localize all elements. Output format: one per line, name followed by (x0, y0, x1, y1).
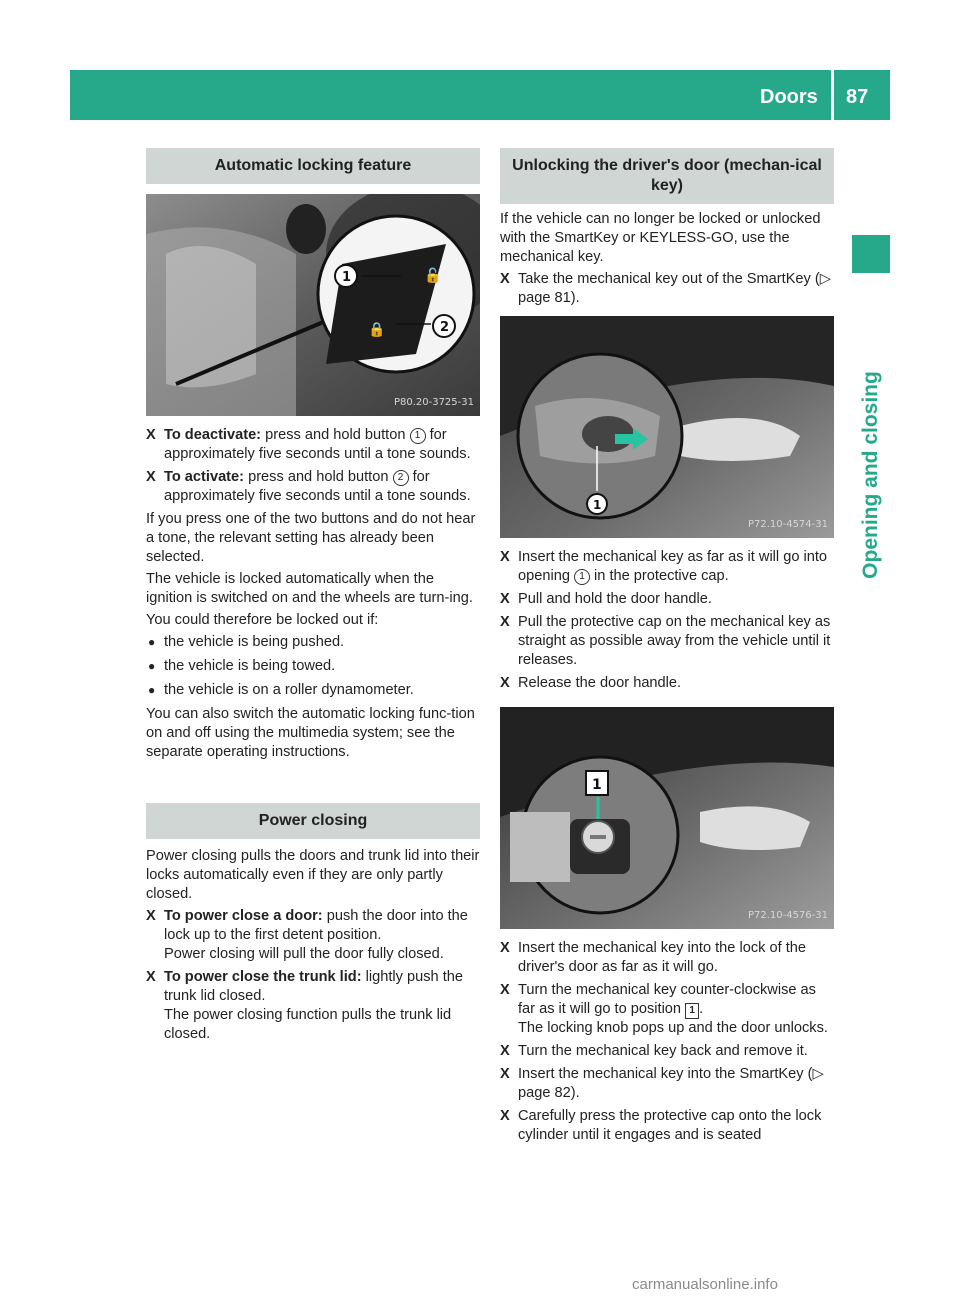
step-arrow-icon: X (500, 940, 510, 956)
step-release-handle: X Release the door handle. (500, 675, 682, 691)
door-panel-illustration (146, 194, 480, 416)
paragraph: If the vehicle can no longer be locked or unlocked with the SmartKey or KEYLESS-GO, use the mechanical key. (500, 211, 821, 265)
header-section-title: Doors (760, 86, 818, 108)
paragraph: You can also switch the automatic locking func-tion on and off using the multimedia system; see the separate operating instructions. (146, 706, 475, 760)
step-turn-key: X Turn the mechanical key counter-clockwise as far as it will go to position 1 . The locking knob pops up and the door unlocks. (500, 982, 828, 1036)
lock-cylinder-illustration (500, 707, 834, 929)
step-arrow-icon: X (500, 1066, 510, 1082)
right-column (500, 148, 834, 1149)
page-ref-arrow-icon: ▷ (819, 271, 831, 287)
svg-text:🔓: 🔓 (424, 268, 442, 284)
step-press-cap: X Carefully press the protective cap onto the lock cylinder until it engages and is seated (500, 1108, 822, 1143)
step-take-key: X Take the mechanical key out of the SmartKey (▷ page 81). (500, 271, 831, 306)
step-arrow-icon: X (500, 614, 510, 630)
list-item: ● the vehicle is being towed. (148, 658, 336, 674)
step-arrow-icon: X (146, 969, 156, 985)
opening-number-badge: 1 (574, 569, 590, 585)
list-item: ● the vehicle is on a roller dynamometer. (148, 682, 414, 698)
step-insert-opening: X Insert the mechanical key as far as it will go into opening 1 in the protective cap. (500, 549, 828, 584)
bullet-icon: ● (148, 635, 156, 649)
step-power-close-trunk: X To power close the trunk lid: lightly push the trunk lid closed. The power closing function pulls the trunk lid closed. (146, 969, 463, 1042)
button-number-badge: 1 (410, 428, 426, 444)
bullet-icon: ● (148, 659, 156, 673)
step-arrow-icon: X (500, 1108, 510, 1124)
step-insert-lock: X Insert the mechanical key into the lock of the driver's door as far as it will go. (500, 940, 806, 975)
step-arrow-icon: X (146, 469, 156, 485)
button-number-badge: 2 (393, 470, 409, 486)
step-turn-back: X Turn the mechanical key back and remove it. (500, 1043, 808, 1059)
step-deactivate: X To deactivate: press and hold button 1 for approximately five seconds until a tone sounds. (146, 427, 471, 462)
door-handle-illustration (500, 316, 834, 538)
paragraph: If you press one of the two buttons and do not hear a tone, the relevant setting has already been selected. (146, 511, 476, 565)
step-pull-cap: X Pull the protective cap on the mechanical key as straight as possible away from the vehicle until it releases. (500, 614, 831, 668)
chapter-label: Opening and closing (859, 371, 882, 579)
image-reference-code: P80.20-3725-31 (393, 397, 474, 408)
chapter-tab-marker (852, 235, 890, 273)
step-insert-smartkey: X Insert the mechanical key into the SmartKey (▷ page 82). (500, 1066, 824, 1101)
position-number-badge: 1 (685, 1003, 699, 1019)
step-arrow-icon: X (146, 908, 156, 924)
svg-text:🔒: 🔒 (368, 322, 386, 338)
step-power-close-door: X To power close a door: push the door into the lock up to the first detent position. Power closing will pull the door fully closed. (146, 908, 468, 962)
left-column (146, 148, 480, 1048)
step-arrow-icon: X (500, 271, 510, 287)
svg-text:1: 1 (593, 498, 602, 512)
image-reference-code: P72.10-4574-31 (747, 519, 828, 530)
step-pull-handle: X Pull and hold the door handle. (500, 591, 712, 607)
paragraph: Power closing pulls the doors and trunk lid into their locks automatically even if they are only partly closed. (146, 848, 480, 902)
step-arrow-icon: X (500, 549, 510, 565)
page-ref-arrow-icon: ▷ (812, 1066, 824, 1082)
paragraph: The vehicle is locked automatically when the ignition is switched on and the wheels are turn-ing. (146, 571, 473, 606)
step-arrow-icon: X (500, 1043, 510, 1059)
image-protective-cap (500, 316, 834, 538)
image-reference-code: P72.10-4576-31 (747, 910, 828, 921)
list-item: ● the vehicle is being pushed. (148, 634, 345, 650)
svg-text:2: 2 (440, 320, 450, 335)
page-number: 87 (846, 86, 869, 108)
step-arrow-icon: X (500, 675, 510, 691)
section-heading-unlocking: Unlocking the driver's door (mechan-ical key) (500, 148, 834, 204)
svg-text:1: 1 (592, 777, 602, 793)
image-lock-cylinder (500, 707, 834, 929)
bullet-icon: ● (148, 683, 156, 697)
step-activate: X To activate: press and hold button 2 for approximately five seconds until a tone sounds. (146, 469, 471, 504)
section-heading-power-closing: Power closing (146, 803, 480, 839)
image-automatic-locking (146, 194, 480, 416)
step-arrow-icon: X (500, 591, 510, 607)
step-arrow-icon: X (500, 982, 510, 998)
paragraph: You could therefore be locked out if: (146, 612, 379, 628)
step-arrow-icon: X (146, 427, 156, 443)
footer-watermark: carmanualsonline.info (632, 1276, 778, 1293)
header-divider (831, 70, 834, 120)
svg-text:1: 1 (342, 270, 352, 285)
section-heading-automatic-locking: Automatic locking feature (146, 148, 480, 184)
